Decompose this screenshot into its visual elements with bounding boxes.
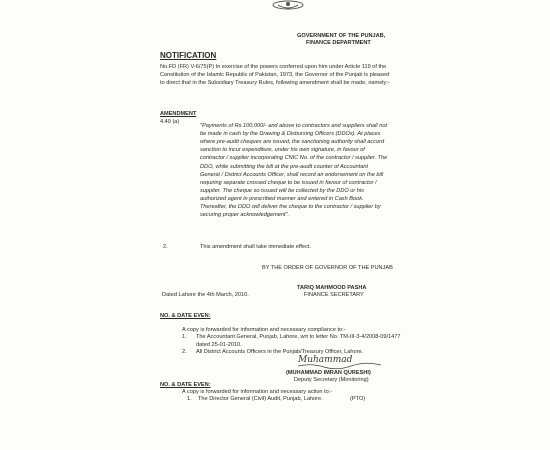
- amendment-heading: AMENDMENT: [160, 111, 197, 117]
- list-item-number: 1.: [182, 334, 187, 340]
- notification-title: NOTIFICATION: [160, 51, 217, 60]
- amendment-rule-number: 4.49 (a): [160, 119, 180, 125]
- endorsement-intro: A copy is forwarded for information and necessary action to:-: [182, 389, 333, 395]
- deputy-secretary-title: Deputy Secretary (Monitoring): [294, 377, 369, 383]
- list-item: All District Accounts Officers in the Punjab/Treasury Officer, Lahore.: [196, 349, 364, 355]
- signatory-title: FINANCE SECRETARY: [304, 292, 364, 298]
- list-item-number: 1.: [187, 396, 192, 402]
- emblem-icon: [268, 0, 308, 12]
- handwritten-signature: Muhammad: [298, 355, 353, 365]
- signatory-name: TARIQ MAHMOOD PASHA: [297, 285, 367, 291]
- dated-line: Dated Lahore the 4th March, 2010.: [162, 292, 249, 298]
- list-item-number: 2.: [182, 349, 187, 355]
- list-item: The Accountant General, Punjab, Lahore, wrt to letter No. TM-III-3-4/2008-09/1477 dated 25-01-2010.: [196, 334, 401, 349]
- effect-statement: This amendment shall take immediate effect.: [200, 244, 311, 250]
- item-number: 2.: [163, 244, 168, 250]
- list-item: The Director General (Civil) Audit, Punjab, Lahore.: [198, 396, 323, 402]
- deputy-secretary-name: (MUHAMMAD IMRAN QURESHI): [286, 370, 371, 376]
- endorsement-intro: A copy is forwarded for information and necessary compliance to:-: [182, 327, 346, 333]
- amendment-text: "Payments of Rs.100,000/- and above to contractors and suppliers shall not be made in cash by the Drawing & Disbursing Officers (DDOs). At places where pre-audit cheques are issued, the sanctioning authority shall accord sanction to incur expenditure, under his own signature, in favour of contractor / supplier incorporating CNIC No. of the contractor / supplier. The DDO, while submitting the bill at the pre-audit counter of Accountant General / District Accounts Officer, shall record an endorsement on the bill requiring separate crossed cheque to be issued in favour of contractor / supplier. The cheque so issued will be collected by the DDO or his authorized agent in prescribed manner and entered in Cash Book. Thereafter, the DDO will deliver the cheque to the contractor / supplier by securing proper acknowledgement".: [200, 123, 388, 219]
- org-name: GOVERNMENT OF THE PUNJAB,: [297, 33, 386, 39]
- endorsement-heading: NO. & DATE EVEN:: [160, 313, 211, 319]
- endorsement-heading: NO. & DATE EVEN:: [160, 382, 211, 388]
- order-line: BY THE ORDER OF GOVERNOR OF THE PUNJAB: [262, 265, 393, 271]
- notification-intro: No.FD (FR) V-6/75(P) In exercise of the powers conferred upon him under Article 119 of the Constitution of the Islamic Republic of Pakistan, 1973, the Governor of the Punjab is pleased to direct that in the Subsidiary Treasury Rules, following amendment shall be made, namely:-: [160, 64, 390, 87]
- org-department: FINANCE DEPARTMENT: [306, 40, 371, 46]
- pto-marker: (PTO): [350, 396, 366, 402]
